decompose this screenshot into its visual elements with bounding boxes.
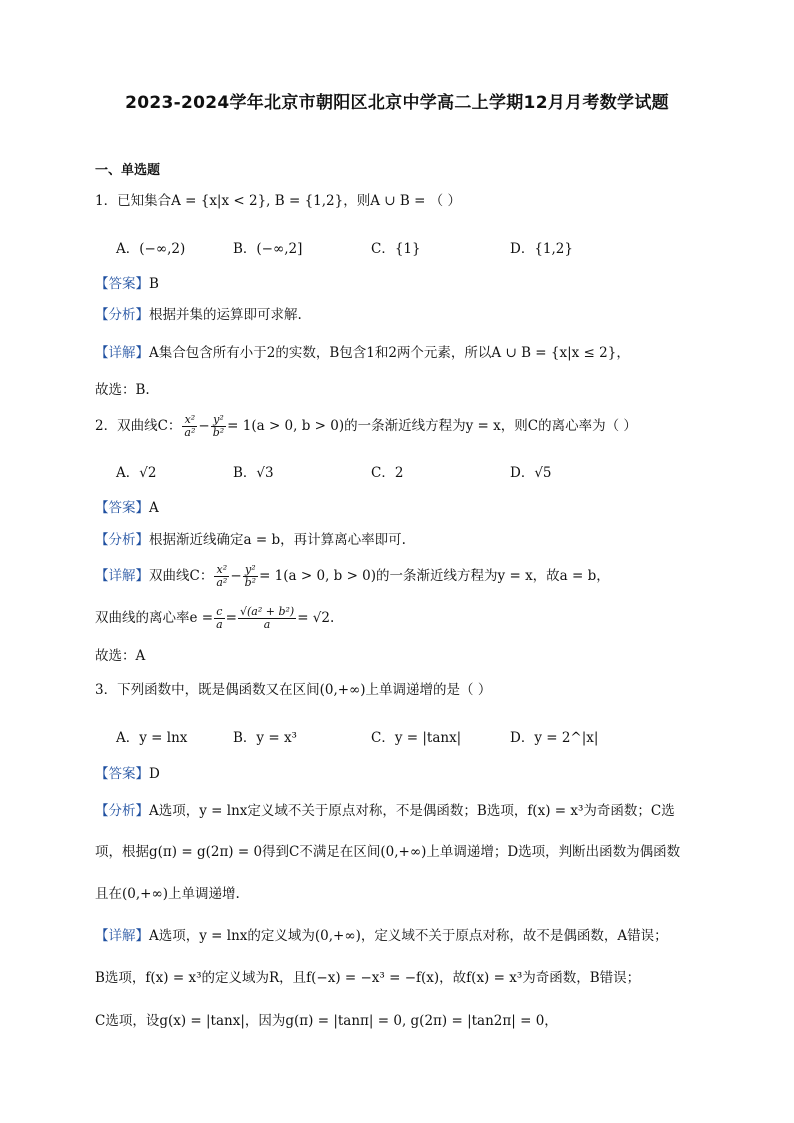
- fraction-y2-b2: [243, 564, 258, 589]
- q3-detail-line-1: [95, 927, 668, 945]
- q3-analysis-line-3: 且在(0,+∞)上单调递增.: [95, 886, 240, 902]
- fraction-denominator: a²: [184, 426, 196, 439]
- q1-option-d: D．{1,2}: [510, 241, 573, 257]
- fraction-c-a: [214, 606, 225, 631]
- question-2-stem: 2．双曲线C： $\frac{\text{x²}}{\text{a²}}$ − $\frac{\text{y²}}{\text{b²}}$ = 1(a > 0, b > 0)的一条渐近线方程为y = x，则C的离心率为（ ）: [95, 413, 637, 439]
- q2-answer-value: A: [149, 500, 159, 516]
- analysis-label: 【分析】: [95, 803, 149, 819]
- q1-conclusion: 故选：B.: [95, 382, 150, 398]
- fraction-x2-a2: [214, 564, 229, 589]
- q2-stem-start: 2．双曲线C：: [95, 418, 182, 434]
- q3-detail-line-3: C选项，设g(x) = |tanx|，因为g(π) = |tanπ| = 0, g(2π) = |tan2π| = 0，: [95, 1013, 558, 1029]
- q1-option-a: A．(−∞,2): [116, 241, 186, 257]
- fraction-sqrt-a: [238, 606, 296, 631]
- q2-option-d: D．√5: [510, 465, 552, 481]
- q3-option-a: A．y = lnx: [116, 730, 188, 746]
- answer-label: 【答案】: [95, 500, 149, 516]
- q2-option-a: A．√2: [116, 465, 157, 481]
- q3-option-d: D．y = 2^|x|: [510, 730, 599, 746]
- q3-analysis-line-1: [95, 802, 675, 820]
- analysis-label: 【分析】: [95, 307, 149, 323]
- detail-label: 【详解】: [95, 568, 149, 584]
- q3-detail-line-2: B选项，f(x) = x³的定义域为R，且f(−x) = −x³ = −f(x)，故f(x) = x³为奇函数，B错误；: [95, 970, 641, 986]
- q2-detail-end: = 1(a > 0, b > 0)的一条渐近线方程为y = x，故a = b，: [259, 568, 610, 584]
- question-1-stem: 1．已知集合A = {x|x < 2}, B = {1,2}，则A ∪ B = （ ）: [95, 193, 461, 209]
- q3-answer-value: D: [149, 766, 160, 782]
- fraction-numerator: y²: [211, 414, 226, 427]
- q1-option-b: B．(−∞,2]: [233, 241, 303, 257]
- q3-option-c: C．y = |tanx|: [371, 730, 462, 746]
- answer-label: 【答案】: [95, 276, 149, 292]
- q3-analysis-text-1: A选项，y = lnx定义域不关于原点对称，不是偶函数；B选项，f(x) = x³为奇函数；C选: [149, 803, 675, 819]
- fraction-numerator: x²: [214, 564, 229, 577]
- fraction-denominator: a²: [216, 576, 228, 589]
- q1-option-c: C．{1}: [371, 241, 421, 257]
- q3-option-b: B．y = x³: [233, 730, 297, 746]
- fraction-denominator: b²: [244, 576, 257, 589]
- q2-detail-start: 双曲线C：: [149, 568, 214, 584]
- q1-analysis-text: 根据并集的运算即可求解.: [149, 307, 302, 323]
- detail-label: 【详解】: [95, 928, 149, 944]
- q1-detail: [95, 344, 630, 362]
- q2-stem-end: = 1(a > 0, b > 0)的一条渐近线方程为y = x，则C的离心率为（ ）: [227, 418, 637, 434]
- q2-eccentricity: 双曲线的离心率e = $\frac{c}{a}$ = $\frac{\text{√(a² + b²)}}{a}$ = √2.: [95, 605, 335, 631]
- q1-detail-text: A集合包含所有小于2的实数，B包含1和2两个元素，所以A ∪ B = {x|x ≤ 2}，: [149, 345, 630, 361]
- fraction-y2-b2: [211, 414, 226, 439]
- q3-answer: [95, 765, 160, 783]
- q2-eccentricity-end: = √2.: [297, 610, 335, 626]
- detail-label: 【详解】: [95, 345, 149, 361]
- q3-analysis-line-2: 项，根据g(π) = g(2π) = 0得到C不满足在区间(0,+∞)上单调递增；D选项，判断出函数为偶函数: [95, 844, 681, 860]
- q2-answer: [95, 499, 159, 517]
- fraction-denominator: a: [263, 618, 271, 631]
- q2-analysis: [95, 531, 406, 549]
- q2-eccentricity-start: 双曲线的离心率e =: [95, 610, 214, 626]
- q2-analysis-text: 根据渐近线确定a = b，再计算离心率即可.: [149, 532, 406, 548]
- q2-option-c: C．2: [371, 465, 404, 481]
- page-title: 2023-2024学年北京市朝阳区北京中学高二上学期12月月考数学试题: [125, 93, 669, 113]
- q1-analysis: [95, 306, 302, 324]
- analysis-label: 【分析】: [95, 532, 149, 548]
- q3-detail-text-1: A选项，y = lnx的定义域为(0,+∞)，定义域不关于原点对称，故不是偶函数，A错误；: [149, 928, 668, 944]
- section-heading: 一、单选题: [95, 163, 161, 178]
- q1-answer-value: B: [149, 276, 159, 292]
- fraction-numerator: √(a² + b²): [239, 605, 295, 618]
- q1-answer: [95, 275, 159, 293]
- fraction-numerator: x²: [182, 414, 197, 427]
- q2-option-b: B．√3: [233, 465, 274, 481]
- answer-label: 【答案】: [95, 766, 149, 782]
- fraction-numerator: y²: [243, 564, 258, 577]
- question-3-stem: 3．下列函数中，既是偶函数又在区间(0,+∞)上单调递增的是（ ）: [95, 682, 492, 698]
- q2-conclusion: 故选：A: [95, 648, 146, 664]
- q2-detail: 【详解】双曲线C： $\frac{\text{x²}}{\text{a²}}$ − $\frac{\text{y²}}{\text{b²}}$ = 1(a > 0, b > 0)的一条渐近线方程为y = x，故a = b，: [95, 563, 610, 589]
- fraction-x2-a2: [182, 414, 197, 439]
- fraction-denominator: b²: [212, 426, 225, 439]
- fraction-denominator: a: [216, 618, 223, 631]
- fraction-numerator: c: [214, 606, 225, 619]
